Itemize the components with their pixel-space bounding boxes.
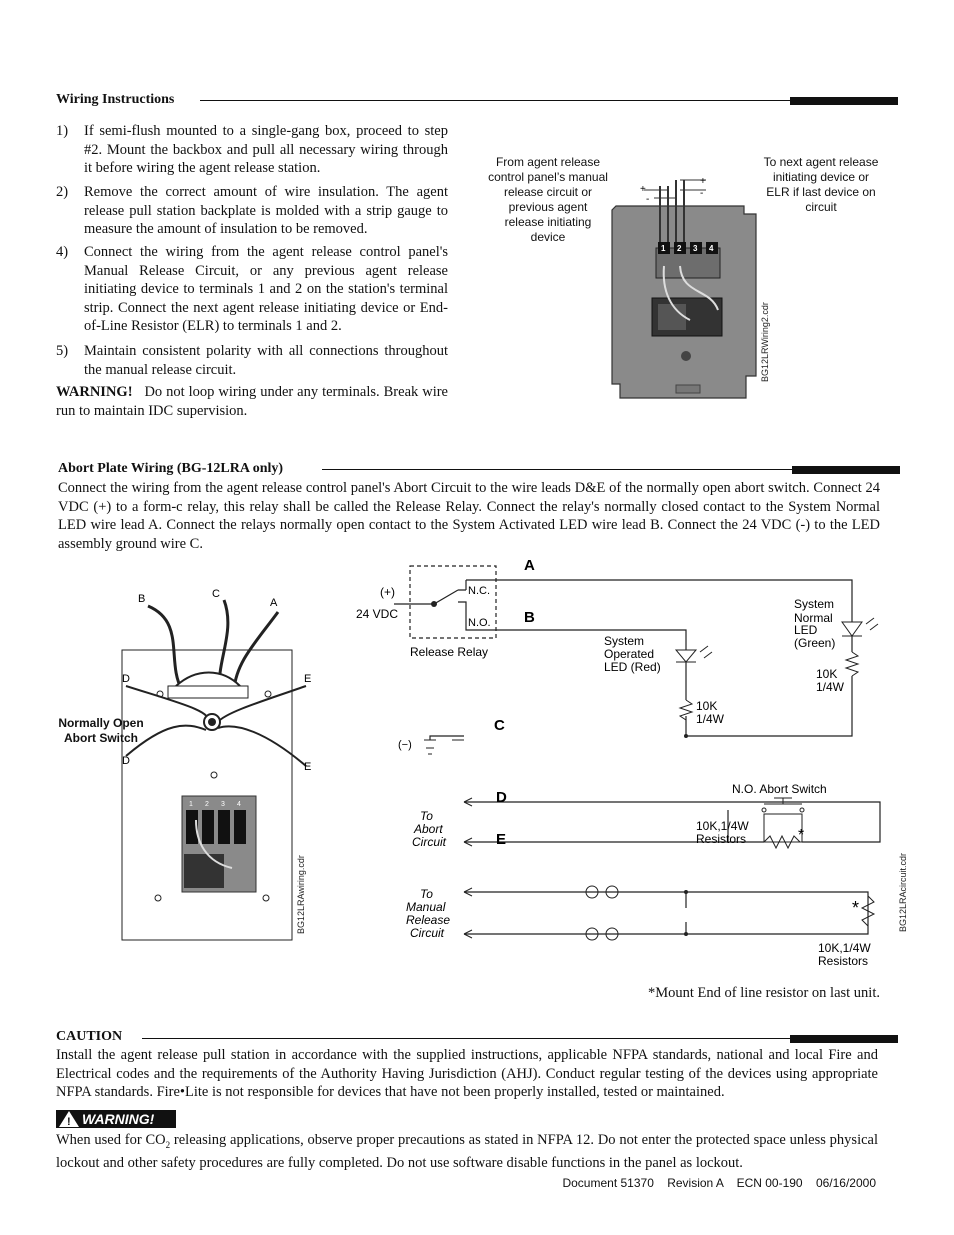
schematic-label-b: B (524, 609, 535, 626)
section-rule (142, 1038, 898, 1039)
fig1-plus-left: + (640, 184, 646, 195)
abort-elr-star: * (798, 827, 805, 844)
abort-switch-caption-line2: Abort Switch (64, 731, 138, 745)
step-2 (56, 183, 448, 239)
step-text: If semi-flush mounted to a single-gang box, proceed to step #2. Mount the backbox and pull all necessary wiring through it before wiring the agent release station. (84, 123, 448, 177)
res1-rating: 1/4W (816, 680, 845, 694)
wiring-instructions-title: Wiring Instructions (56, 92, 175, 107)
to-manual-4: Circuit (410, 926, 445, 940)
fig1-minus-right: - (700, 188, 704, 199)
terminal-2: 2 (677, 244, 682, 253)
plate-terminal-4: 4 (237, 801, 241, 808)
wiring-warning (56, 383, 448, 420)
relay-nc: N.C. (468, 585, 490, 597)
abort-plate-figure (56, 582, 318, 942)
eol-footnote: *Mount End of line resistor on last unit. (648, 985, 880, 1001)
supply-plus: (+) (380, 585, 395, 599)
backplate-wiring-figure (610, 170, 780, 405)
schematic-label-e: E (496, 831, 507, 848)
to-manual-1: To (420, 887, 433, 901)
warning-triangle-icon (58, 1110, 80, 1128)
abort-switch-caption (56, 716, 146, 746)
schematic-label-d: D (496, 789, 507, 806)
supply-voltage: 24 VDC (356, 607, 399, 621)
plate-label-e1: E (304, 673, 312, 685)
abort-res-label: Resistors (696, 832, 747, 846)
plate-label-d1: D (122, 673, 130, 685)
res2-value: 10K (696, 699, 718, 713)
sys-normal-3: LED (794, 623, 818, 637)
manual-elr-star: * (852, 898, 860, 918)
to-manual-2: Manual (406, 900, 446, 914)
step-text: Maintain consistent polarity with all connections throughout the manual release circuit. (84, 343, 448, 378)
svg-text:!: ! (67, 1116, 71, 1128)
warning-text: Do not loop wiring under any terminals. Break wire run to maintain IDC supervision. (56, 384, 448, 419)
manual-res-value: 10K,1/4W (818, 941, 871, 955)
abort-schematic (340, 552, 914, 972)
sys-normal-1: System (794, 597, 835, 611)
step-number: 4) (56, 244, 69, 260)
abort-wiring-title: Abort Plate Wiring (BG-12LRA only) (58, 461, 284, 476)
schematic-label-c: C (494, 717, 505, 734)
plate-label-a: A (270, 597, 278, 609)
to-manual-3: Release (406, 913, 451, 927)
plate-filename: BG12LRAwiring.cdr (296, 855, 306, 934)
abort-res-value: 10K,1/4W (696, 819, 749, 833)
sys-operated-2: Operated (604, 647, 655, 661)
step-number: 5) (56, 343, 69, 359)
sys-operated-3: LED (Red) (604, 660, 661, 674)
fig1-plus-right: + (700, 176, 706, 187)
terminal-1: 1 (661, 244, 666, 253)
co2-warning-b: releasing applications, observe proper precautions as stated in NFPA 12. Do not enter the protected space unless physical lockout and other safety procedures are fully completed. Do not use software disable functions in the panel as lockout. (56, 1132, 878, 1172)
step-1 (56, 122, 448, 178)
co2-warning-text (56, 1131, 878, 1173)
step-4 (56, 243, 448, 336)
schematic-label-a: A (524, 557, 535, 574)
plate-label-b: B (138, 593, 146, 605)
terminal-4: 4 (709, 244, 714, 253)
manual-res-label: Resistors (818, 954, 869, 968)
step-5 (56, 342, 448, 379)
terminal-3: 3 (693, 244, 698, 253)
release-relay-label: Release Relay (410, 645, 489, 659)
step-number: 2) (56, 184, 69, 200)
fig1-right-caption: To next agent release initiating device or ELR if last device on circuit (763, 155, 879, 214)
caution-text: Install the agent release pull station in accordance with the supplied instructions, applicable NFPA standards, national and local Fire and Electrical codes and the requirements of the Authority Having Jurisdiction (AHJ). Conduct regular testing of the devices using appropriate NFPA standards. Fire•Lite is not responsible for devices that have not been properly installed, tested or maintained. (56, 1047, 878, 1101)
to-abort-2: Abort (414, 822, 443, 836)
plate-label-e2: E (304, 761, 312, 773)
sys-operated-1: System (604, 634, 645, 648)
step-text: Connect the wiring from the agent release control panel's Manual Release Circuit, or any previous agent release initiating device to terminals 1 and 2 on the station's terminal strip. Connect the next agent release initiating device or End-of-Line Resistor (ELR) to terminals 1 and 2. (84, 244, 448, 335)
fig1-left-caption: From agent release control panel’s manual release circuit or previous agent release initiating device (488, 155, 608, 244)
relay-no: N.O. (468, 617, 491, 629)
plate-terminal-3: 3 (221, 801, 225, 808)
abort-switch-caption-line1: Normally Open (58, 716, 144, 730)
section-rule-bar (790, 97, 898, 105)
warning-label: WARNING! (56, 384, 133, 400)
sys-normal-4: (Green) (794, 636, 836, 650)
warning-badge-label: WARNING! (82, 1111, 155, 1127)
plate-terminal-1: 1 (189, 801, 193, 808)
to-abort-1: To (420, 809, 433, 823)
co2-subscript: 2 (165, 1139, 171, 1150)
warning-badge (56, 1110, 176, 1128)
schematic-filename: BG12LRAcircuit.cdr (898, 852, 908, 932)
caution-title: CAUTION (56, 1029, 123, 1044)
section-rule-bar (790, 1035, 898, 1043)
plate-terminal-2: 2 (205, 801, 209, 808)
document-footer: Document 51370 Revision A ECN 00-190 06/16/2000 (562, 1176, 876, 1190)
step-text: Remove the correct amount of wire insulation. The agent release pull station backplate is molded with a strip gauge to measure the amount of insulation to be removed. (84, 184, 448, 238)
fig1-minus-left: - (646, 194, 650, 205)
co2-warning-a: When used for CO (56, 1132, 166, 1148)
abort-wiring-text: Connect the wiring from the agent release control panel's Abort Circuit to the wire leads D&E of the normally open abort switch. Connect 24 VDC (+) to a form-c relay, this relay shall be called the Release Relay. Connect the relay's normally closed contact to the System Normal LED wire lead A. Connect the relays normally open contact to the System Activated LED wire lead B. Connect the 24 VDC (-) to the LED assembly ground wire C. (58, 480, 880, 552)
fig1-filename: BG12LRWiring2.cdr (760, 302, 770, 382)
step-number: 1) (56, 123, 69, 139)
supply-minus: (−) (398, 739, 412, 751)
plate-label-d2: D (122, 755, 130, 767)
section-rule-bar (792, 466, 900, 474)
plate-label-c: C (212, 588, 220, 600)
sys-normal-2: Normal (794, 611, 833, 625)
res1-value: 10K (816, 667, 838, 681)
to-abort-3: Circuit (412, 835, 447, 849)
abort-switch-label: N.O. Abort Switch (732, 782, 827, 796)
res2-rating: 1/4W (696, 712, 725, 726)
